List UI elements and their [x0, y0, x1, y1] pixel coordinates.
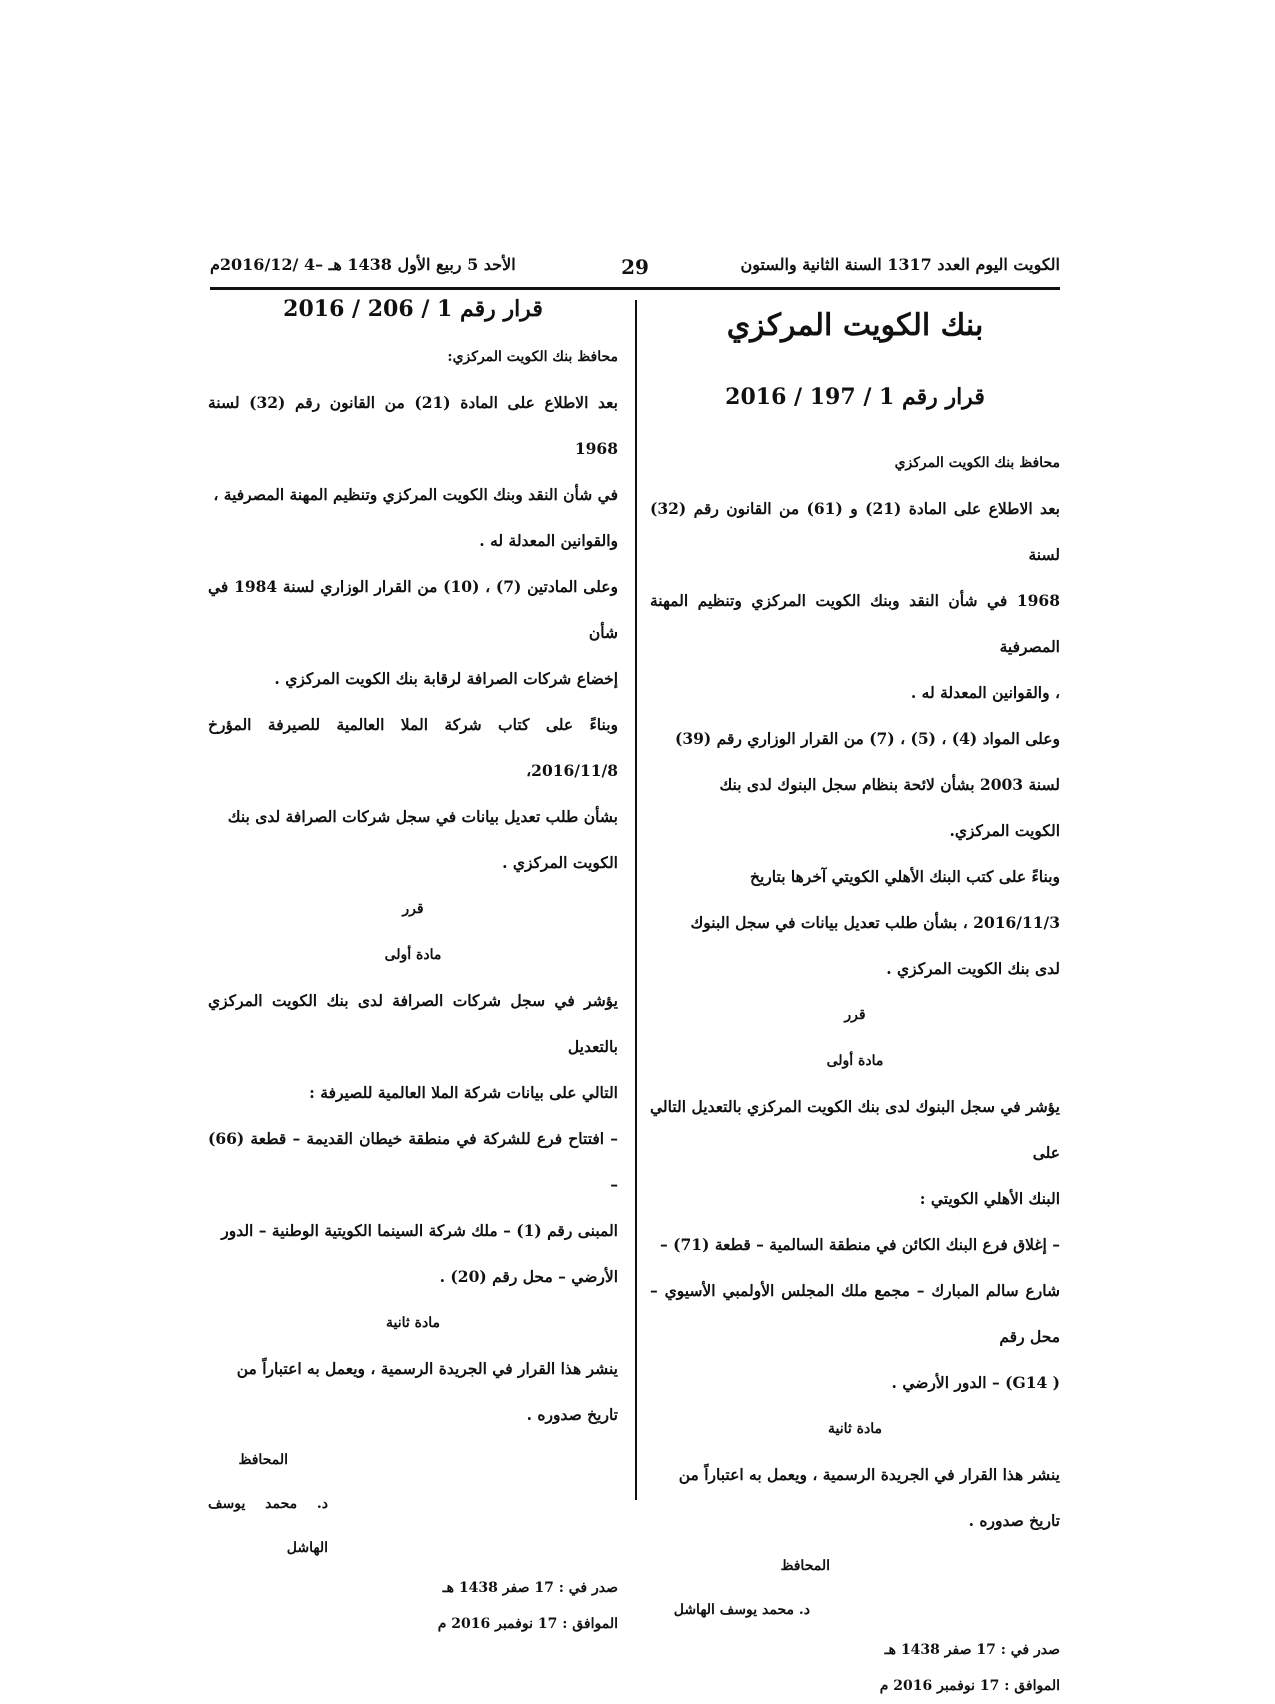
left-column [208, 296, 618, 1642]
para-line: وعلى المادتين (7) ، (10) من القرار الوزاري لسنة 1984 في شأن [208, 577, 618, 642]
para-line: بعد الاطلاع على المادة (21) من القانون رقم (32) لسنة 1968 [208, 393, 618, 458]
article-line: التالي على بيانات شركة الملا العالمية للصيرفة : [309, 1083, 618, 1102]
para-line: ، والقوانين المعدلة له . [910, 683, 1060, 702]
article-line: شارع سالم المبارك – مجمع ملك المجلس الأولمبي الأسيوي – محل رقم [650, 1281, 1060, 1346]
page-header [210, 255, 1060, 283]
article-1-title: مادة أولى [384, 947, 442, 963]
issued-gregorian: الموافق : 17 نوفمبر 2016 م [437, 1616, 618, 1632]
decided-heading: قرر [402, 901, 424, 917]
para-line: وبناءً على كتاب شركة الملا العالمية للصيرفة المؤرخ 2016/11/8، [208, 715, 618, 780]
article-2-title: مادة ثانية [386, 1315, 440, 1331]
article-2-title: مادة ثانية [828, 1421, 882, 1437]
para-line: 2016/11/3 ، بشأن طلب تعديل بيانات في سجل البنوك [690, 913, 1060, 932]
para-line: بشأن طلب تعديل بيانات في سجل شركات الصرافة لدى بنك [227, 807, 618, 826]
issued-hijri: صدر في : 17 صفر 1438 هـ [884, 1642, 1060, 1658]
governor-name: د. محمد يوسف الهاشل [208, 1496, 328, 1556]
governor-title: المحافظ [238, 1452, 288, 1468]
article-line: البنك الأهلي الكويتي : [919, 1189, 1060, 1208]
para-line: الكويت المركزي. [949, 821, 1060, 840]
article-line: – إغلاق فرع البنك الكائن في منطقة السالمية – قطعة (71) – [660, 1235, 1060, 1254]
article-line: ينشر هذا القرار في الجريدة الرسمية ، ويعمل به اعتباراً من [678, 1465, 1060, 1484]
article-line: الأرضي – محل رقم (20) . [439, 1267, 618, 1286]
page-number: 29 [621, 255, 649, 279]
org-title: بنك الكويت المركزي [726, 308, 984, 343]
governor-line: محافظ بنك الكويت المركزي [894, 455, 1060, 471]
header-date: الأحد 5 ربيع الأول 1438 هـ –4 /2016/12م [210, 255, 516, 274]
article-line: يؤشر في سجل شركات الصرافة لدى بنك الكويت المركزي بالتعديل [208, 991, 618, 1056]
governor-title: المحافظ [780, 1558, 830, 1574]
issued-hijri: صدر في : 17 صفر 1438 هـ [442, 1580, 618, 1596]
para-line: في شأن النقد وبنك الكويت المركزي وتنظيم المهنة المصرفية ، [213, 485, 618, 504]
article-line: يؤشر في سجل البنوك لدى بنك الكويت المركزي بالتعديل التالي على [650, 1097, 1060, 1162]
right-column [650, 300, 1060, 1704]
header-issue-info: الكويت اليوم العدد 1317 السنة الثانية والستون [740, 255, 1060, 274]
article-line: ينشر هذا القرار في الجريدة الرسمية ، ويعمل به اعتباراً من [236, 1359, 618, 1378]
para-line: الكويت المركزي . [502, 853, 618, 872]
governor-name: د. محمد يوسف الهاشل [673, 1602, 810, 1618]
header-rule [210, 287, 1060, 290]
para-line: بعد الاطلاع على المادة (21) و (61) من القانون رقم (32) لسنة [650, 499, 1060, 564]
decided-heading: قرر [844, 1007, 866, 1023]
column-divider [635, 300, 637, 1500]
decision-title: قرار رقم 1 / 197 / 2016 [725, 384, 985, 410]
para-line: والقوانين المعدلة له . [479, 531, 618, 550]
article-line: ( G14) – الدور الأرضي . [891, 1373, 1060, 1392]
article-line: تاريخ صدوره . [526, 1405, 618, 1424]
article-line: تاريخ صدوره . [968, 1511, 1060, 1530]
para-line: لدى بنك الكويت المركزي . [886, 959, 1060, 978]
article-1-title: مادة أولى [826, 1053, 884, 1069]
governor-line: محافظ بنك الكويت المركزي: [447, 349, 618, 365]
para-line: وعلى المواد (4) ، (5) ، (7) من القرار الوزاري رقم (39) [675, 729, 1060, 748]
issued-gregorian: الموافق : 17 نوفمبر 2016 م [879, 1678, 1060, 1694]
article-line: – افتتاح فرع للشركة في منطقة خيطان القديمة – قطعة (66) – [208, 1129, 618, 1194]
para-line: 1968 في شأن النقد وبنك الكويت المركزي وتنظيم المهنة المصرفية [650, 591, 1060, 656]
para-line: إخضاع شركات الصرافة لرقابة بنك الكويت المركزي . [274, 669, 618, 688]
decision-title: قرار رقم 1 / 206 / 2016 [283, 296, 543, 322]
article-line: المبنى رقم (1) – ملك شركة السينما الكويتية الوطنية – الدور [221, 1221, 618, 1240]
para-line: لسنة 2003 بشأن لائحة بنظام سجل البنوك لدى بنك [719, 775, 1060, 794]
para-line: وبناءً على كتب البنك الأهلي الكويتي آخرها بتاريخ [749, 867, 1060, 886]
